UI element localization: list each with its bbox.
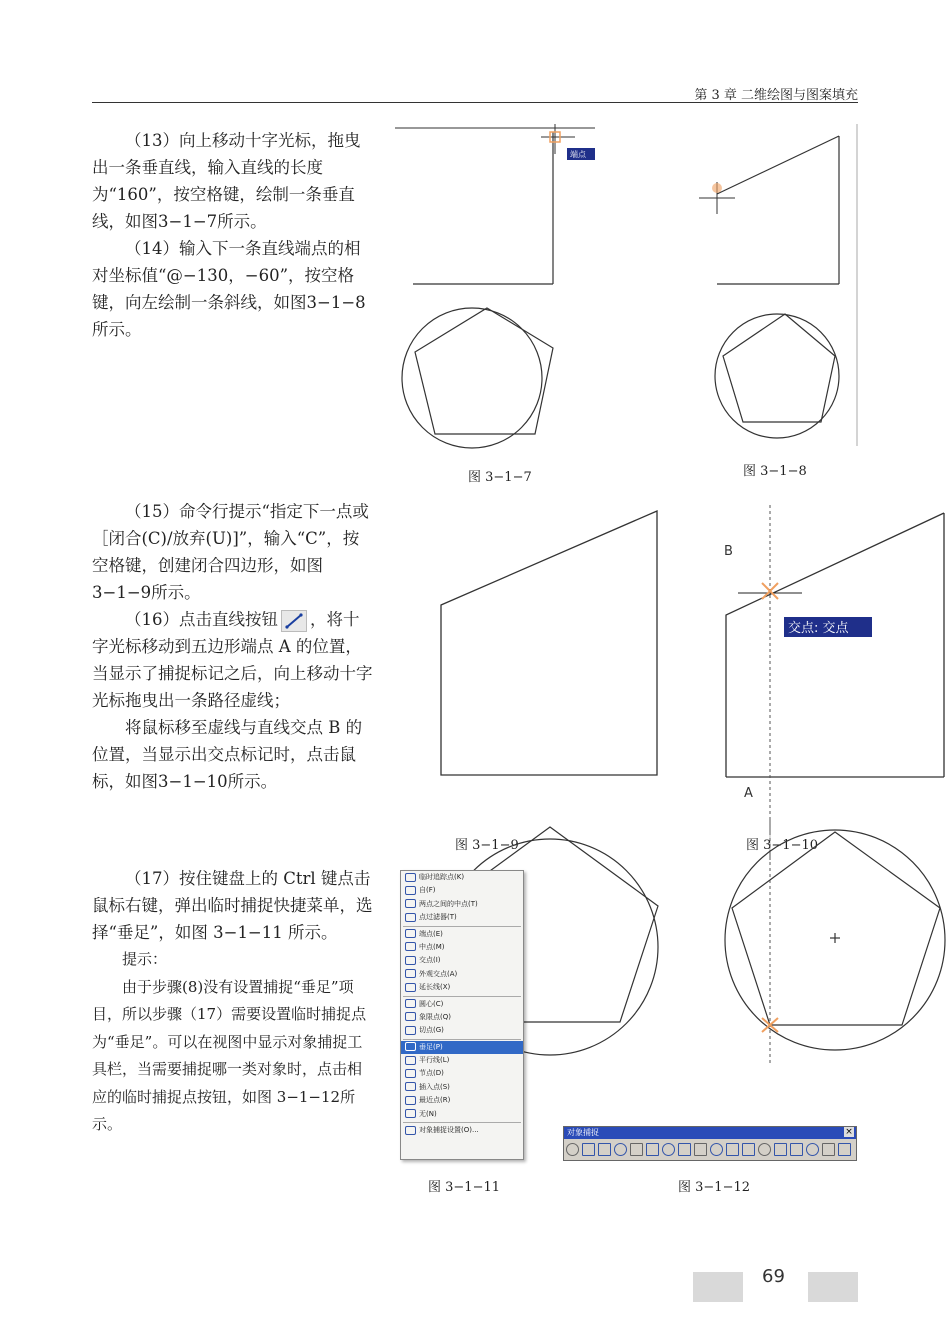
menu-item-icon [405,1096,416,1105]
menu-item[interactable] [401,884,523,897]
menu-item[interactable] [401,1124,523,1137]
snap-tool-button[interactable] [838,1143,851,1156]
snap-tool-button[interactable] [726,1143,739,1156]
menu-item-icon [405,913,416,922]
step-13: （13）向上移动十字光标，拖曳出一条垂直线，输入直线的长度为“160”，按空格键，绘制一条垂直线，如图3−1−7所示。 [92,131,361,231]
menu-item-icon [405,873,416,882]
menu-item[interactable] [401,941,523,954]
menu-item-icon [405,886,416,895]
menu-separator [403,926,521,927]
snap-tool-button[interactable] [662,1143,675,1156]
menu-item-icon [405,956,416,965]
menu-item-label: 插入点(S) [419,1082,450,1091]
snap-tool-button[interactable] [710,1143,723,1156]
menu-item-label: 节点(D) [419,1069,444,1078]
menu-item-label: 圆心(C) [419,999,444,1008]
toolbar-buttons [564,1139,856,1159]
step-15: （15）命令行提示“指定下一点或［闭合(C)/放弃(U)]”，输入“C”，按空格键，创建闭合四边形，如图3−1−9所示。 [92,502,369,602]
menu-item-label: 自(F) [419,886,436,895]
snap-tool-button[interactable] [598,1143,611,1156]
figure-3-1-9 [435,505,665,785]
label-b: B [724,544,733,559]
menu-item-icon [405,1126,416,1135]
toolbar-title: 对象捕捉 [567,1128,599,1137]
menu-item-label: 中点(M) [419,942,445,951]
page-number: 69 [762,1266,785,1287]
menu-item[interactable] [401,898,523,911]
step-14: （14）输入下一条直线端点的相对坐标值“@−130，−60”，按空格键，向左绘制一条斜线，如图3−1−8 所示。 [92,239,366,339]
menu-item-icon [405,899,416,908]
toolbar-titlebar [564,1127,856,1139]
text-block-3 [92,865,374,1139]
menu-item-label: 切点(G) [419,1026,444,1035]
figure-3-1-12-drawing [720,820,950,1065]
tip-label: 提示： [122,950,168,968]
object-snap-toolbar [563,1126,857,1161]
tip-body: 由于步骤(8)没有设置捕捉“垂足”项目，所以步骤（17）需要设置临时捕捉点为“垂足”。可以在视图中显示对象捕捉工具栏，当需要捕捉哪一类对象时，点击相应的临时捕捉点按钮，如图 3−1−12所示。 [92,977,367,1133]
menu-item-label: 临时追踪点(K) [419,873,465,881]
figure-3-1-8 [695,124,865,460]
snap-tool-button[interactable] [566,1143,579,1156]
menu-item-label: 点过滤器(T) [419,913,457,922]
caption-fig11: 图 3−1−11 [428,1180,501,1195]
snap-tool-button[interactable] [678,1143,691,1156]
menu-item[interactable] [401,1011,523,1024]
menu-item-icon [405,1042,416,1051]
snap-tool-button[interactable] [806,1143,819,1156]
menu-item-icon [405,999,416,1008]
menu-item[interactable] [401,1094,523,1107]
figure-3-1-7 [395,124,605,460]
menu-item[interactable] [401,1067,523,1080]
snap-tool-button[interactable] [742,1143,755,1156]
figure-3-1-10 [720,505,950,860]
snap-tool-button[interactable] [646,1143,659,1156]
snap-tool-button[interactable] [774,1143,787,1156]
menu-item-label: 两点之间的中点(T) [419,899,478,908]
menu-item-label: 垂足(P) [419,1042,443,1051]
step-16-rest: ，将十字光标移动到五边形端点 A 的位置，当显示了捕捉标记之后，向上移动十字光标拖曳出一条路径虚线； [92,610,373,710]
menu-item-icon [405,1026,416,1035]
menu-item-label: 延长线(X) [419,983,451,992]
step-16 [92,606,374,714]
menu-item-icon [405,1082,416,1091]
caption-fig7: 图 3−1−7 [468,470,532,485]
menu-item-label: 最近点(R) [419,1096,451,1105]
menu-item[interactable] [401,1024,523,1037]
menu-item[interactable] [401,928,523,941]
menu-item[interactable] [401,1054,523,1067]
intersection-tooltip: 交点: 交点 [788,621,849,636]
menu-item-label: 端点(E) [419,929,443,938]
label-a: A [744,786,753,801]
menu-item[interactable] [401,1041,523,1054]
menu-item-label: 外观交点(A) [419,969,458,978]
step-16-lead: （16）点击直线按钮 [125,610,278,629]
menu-item-icon [405,942,416,951]
menu-item[interactable] [401,998,523,1011]
caption-fig10: 图 3−1−10 [746,834,818,853]
menu-item[interactable] [401,911,523,924]
menu-item-icon [405,1056,416,1065]
toolbar-close-button[interactable]: × [845,1127,853,1137]
snap-tool-button[interactable] [694,1143,707,1156]
snap-tool-button[interactable] [758,1143,771,1156]
menu-item-icon [405,969,416,978]
text-block-2 [92,498,374,795]
page-bar-right [808,1272,858,1302]
menu-item-label: 无(N) [419,1109,437,1118]
menu-item-icon [405,929,416,938]
menu-item[interactable] [401,954,523,967]
menu-item-label: 象限点(Q) [419,1012,451,1021]
snap-context-menu [400,870,524,1160]
line-tool-icon [281,610,307,632]
menu-item-icon [405,1109,416,1118]
page-bar-left [693,1272,743,1302]
caption-fig8: 图 3−1−8 [743,464,807,479]
menu-item-icon [405,983,416,992]
step-16-cont: 将鼠标移至虚线与直线交点 B 的位置，当显示出交点标记时，点击鼠标，如图3−1−10所示。 [92,718,363,791]
menu-item-icon [405,1012,416,1021]
caption-fig12: 图 3−1−12 [678,1180,751,1195]
menu-item[interactable] [401,1108,523,1121]
menu-item[interactable] [401,981,523,994]
line-glyph-icon [282,611,306,631]
snap-tool-button[interactable] [630,1143,643,1156]
step-17: （17）按住键盘上的 Ctrl 键点击鼠标右键，弹出临时捕捉快捷菜单，选择“垂足”，如图 3−1−11 所示。 [92,869,373,942]
menu-item[interactable] [401,1081,523,1094]
chapter-title: 第 3 章 二维绘图与图案填充 [694,88,858,103]
snap-tool-button[interactable] [614,1143,627,1156]
menu-item[interactable] [401,968,523,981]
snap-tool-button[interactable] [822,1143,835,1156]
menu-separator [403,1039,521,1040]
menu-separator [403,1122,521,1123]
menu-item-label: 交点(I) [419,956,441,965]
menu-list [401,871,523,1137]
menu-item-label: 平行线(L) [419,1056,450,1065]
snap-tool-button[interactable] [790,1143,803,1156]
endpoint-tooltip: 端点 [570,150,586,159]
snap-tool-button[interactable] [582,1143,595,1156]
menu-item-label: 对象捕捉设置(O)... [419,1126,479,1135]
caption-fig9: 图 3−1−9 [455,834,519,853]
chapter-header [92,84,858,103]
menu-item-icon [405,1069,416,1078]
menu-item[interactable] [401,871,523,884]
menu-separator [403,996,521,997]
text-block-1 [92,127,374,343]
